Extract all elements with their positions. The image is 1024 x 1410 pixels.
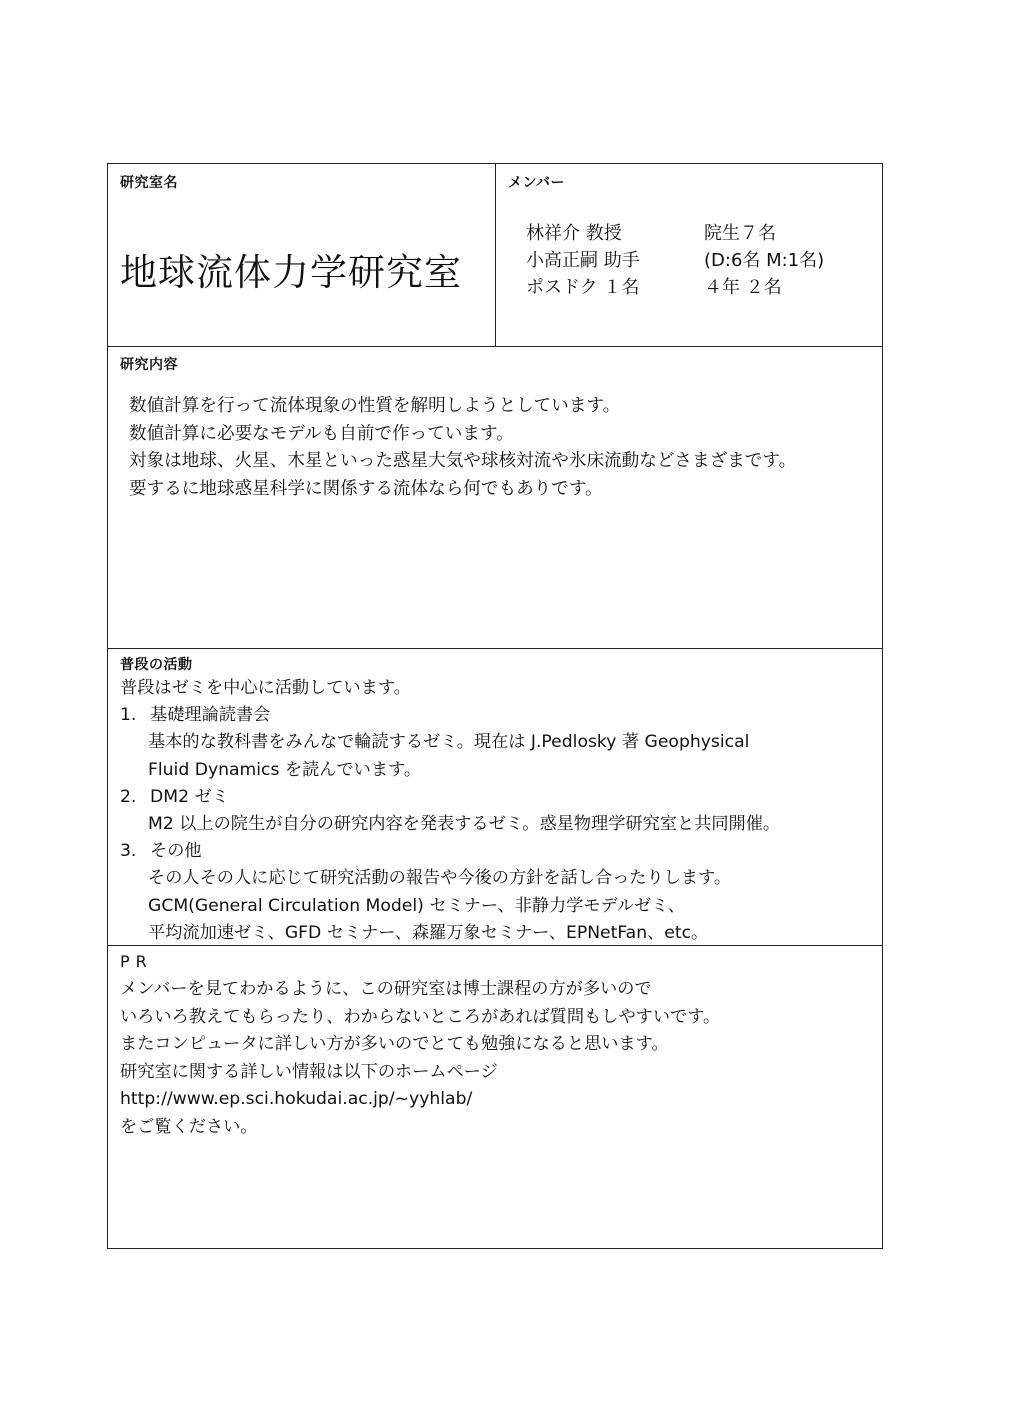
- lab-name: 地球流体力学研究室: [120, 251, 462, 294]
- pr-line: またコンピュータに詳しい方が多いのでとても勉強になると思います。: [120, 1034, 669, 1054]
- pr-line: をご覧ください。: [120, 1116, 258, 1137]
- item-title: DM2 ゼミ: [150, 786, 229, 807]
- research-line: 数値計算に必要なモデルも自前で作っています。: [129, 423, 514, 444]
- member-right: 院生７名: [704, 223, 776, 244]
- research-section: [108, 347, 882, 649]
- member-left: ポスドク １名: [526, 277, 640, 298]
- pr-line: メンバーを見てわかるように、この研究室は博士課程の方が多いので: [120, 979, 652, 999]
- member-row: [526, 220, 824, 247]
- activity-item-line: M2 以上の院生が自分の研究内容を発表するゼミ。惑星物理学研究室と共同開催。: [148, 814, 781, 835]
- activity-item-title: [120, 838, 780, 865]
- member-row: [526, 274, 824, 301]
- pr-line: 研究室に関する詳しい情報は以下のホームページ: [120, 1061, 498, 1082]
- activity-item-title: [120, 702, 780, 729]
- member-right: ４年 ２名: [704, 277, 782, 298]
- member-label: メンバー: [508, 175, 566, 191]
- activity-intro: 普段はゼミを中心に活動しています。: [120, 678, 411, 698]
- activity-item-title: [120, 784, 780, 811]
- lab-info-form: [107, 163, 883, 1249]
- activity-text: [120, 675, 780, 947]
- pr-section: [108, 946, 882, 1248]
- item-number: 3.: [120, 841, 137, 862]
- activity-label: 普段の活動: [120, 657, 193, 673]
- member-right: (D:6名 M:1名): [704, 250, 825, 271]
- research-line: 要するに地球惑星科学に関係する流体なら何でもありです。: [129, 478, 603, 499]
- homepage-url: http://www.ep.sci.hokudai.ac.jp/~yyhlab/: [120, 1089, 473, 1109]
- activity-item-line: 平均流加速ゼミ、GFD セミナー、森羅万象セミナー、EPNetFan、etc。: [148, 922, 709, 943]
- item-title: 基礎理論読書会: [150, 705, 271, 726]
- member-row: [526, 247, 824, 274]
- member-cell: [496, 164, 882, 346]
- activity-item-line: Fluid Dynamics を読んでいます。: [148, 759, 422, 780]
- pr-label: PR: [120, 952, 153, 971]
- activity-item-line: その人その人に応じて研究活動の報告や今後の方針を話し合ったりします。: [148, 868, 732, 889]
- item-number: 1.: [120, 705, 137, 726]
- member-left: 小高正嗣 助手: [526, 250, 640, 271]
- item-title: その他: [150, 841, 202, 862]
- research-text: [129, 393, 796, 503]
- activity-item-line: 基本的な教科書をみんなで輪読するゼミ。現在は J.Pedlosky 著 Geophysical: [148, 732, 750, 753]
- research-label: 研究内容: [120, 357, 178, 373]
- pr-line: いろいろ教えてもらったり、わからないところがあれば質問もしやすいです。: [120, 1006, 721, 1027]
- research-line: 数値計算を行って流体現象の性質を解明しようとしています。: [129, 396, 621, 416]
- item-number: 2.: [120, 786, 137, 807]
- member-list: [526, 220, 824, 301]
- header-section: [108, 164, 882, 347]
- activity-section: [108, 649, 882, 946]
- lab-name-cell: [108, 164, 496, 346]
- research-line: 対象は地球、火星、木星といった惑星大気や球核対流や氷床流動などさまざまです。: [129, 451, 797, 471]
- lab-name-label: 研究室名: [120, 175, 178, 191]
- member-left: 林祥介 教授: [526, 223, 622, 244]
- activity-item-line: GCM(General Circulation Model) セミナー、非静力学モデルゼミ、: [148, 895, 685, 916]
- pr-text: [120, 976, 720, 1141]
